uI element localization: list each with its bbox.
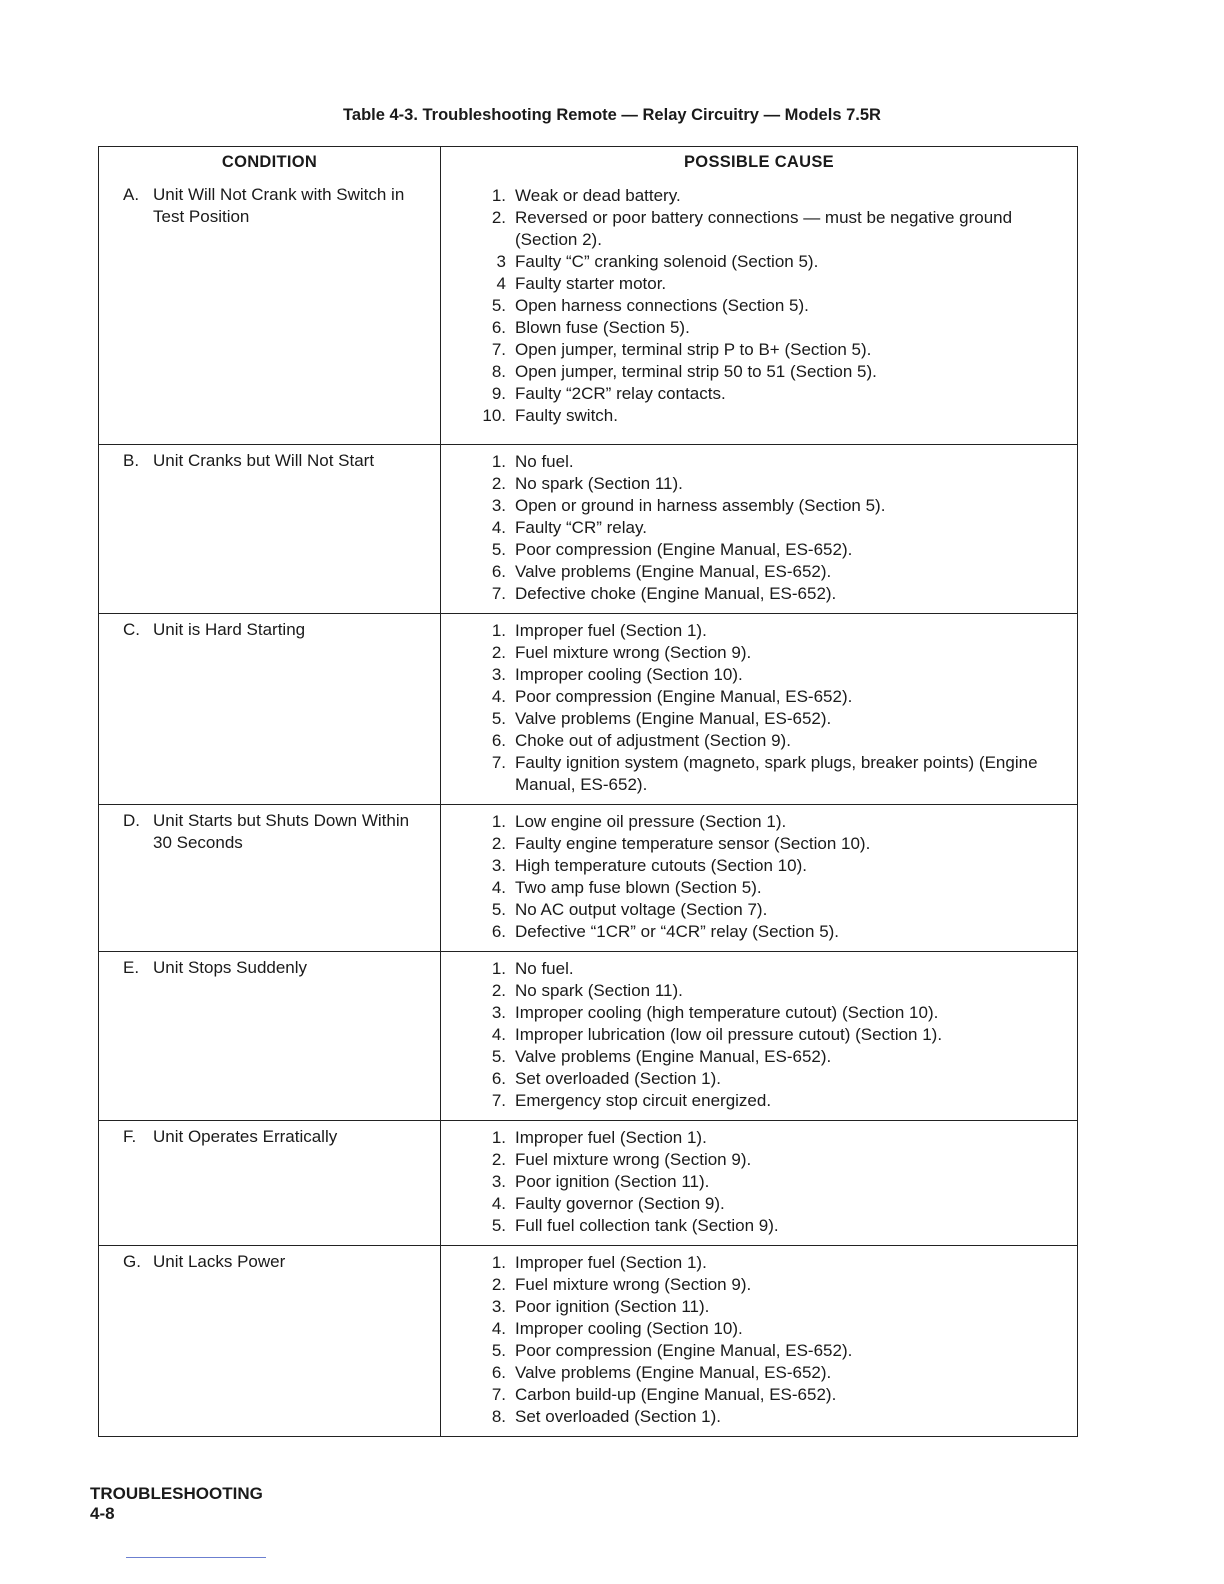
condition-text: Unit Cranks but Will Not Start [153, 451, 375, 470]
list-item [475, 921, 1065, 943]
cause-text: No AC output voltage (Section 7). [515, 900, 768, 919]
cause-text: Fuel mixture wrong (Section 9). [515, 1150, 752, 1169]
cause-list [441, 952, 1077, 1120]
list-item [475, 1024, 1065, 1046]
table-row [99, 1120, 1077, 1245]
cause-text: Faulty governor (Section 9). [515, 1194, 725, 1213]
cause-text: Fuel mixture wrong (Section 9). [515, 1275, 752, 1294]
cause-number: 4. [491, 518, 506, 537]
list-item [475, 855, 1065, 877]
cause-text: Faulty “C” cranking solenoid (Section 5). [515, 252, 819, 271]
list-item [475, 730, 1065, 752]
list-item [475, 1002, 1065, 1024]
condition-cell [99, 1121, 441, 1245]
cause-number: 2. [491, 1275, 506, 1294]
cause-text: Faulty engine temperature sensor (Section 10). [515, 834, 871, 853]
list-item [475, 405, 1065, 427]
list-item [475, 752, 1065, 796]
cause-text: Blown fuse (Section 5). [515, 318, 690, 337]
cause-text: Valve problems (Engine Manual, ES-652). [515, 1047, 832, 1066]
condition-cell [99, 614, 441, 804]
cause-text: Valve problems (Engine Manual, ES-652). [515, 1363, 832, 1382]
table-row [99, 179, 1077, 444]
cause-number: 10. [482, 406, 506, 425]
cause-number: 7. [491, 1091, 506, 1110]
cause-number: 5. [491, 540, 506, 559]
cause-number: 7. [491, 584, 506, 603]
list-item [475, 273, 1065, 295]
table-row [99, 1245, 1077, 1436]
cause-number: 6. [491, 562, 506, 581]
cause-text: Fuel mixture wrong (Section 9). [515, 643, 752, 662]
troubleshooting-table [98, 146, 1078, 1437]
cause-number: 2. [491, 643, 506, 662]
cause-number: 2. [491, 474, 506, 493]
condition-letter: E. [123, 958, 140, 977]
table-row [99, 613, 1077, 804]
cause-text: Choke out of adjustment (Section 9). [515, 731, 791, 750]
cause-text: Improper fuel (Section 1). [515, 1128, 707, 1147]
list-item [475, 1127, 1065, 1149]
cause-number: 3. [491, 1172, 506, 1191]
cause-number: 4. [491, 1194, 506, 1213]
list-item [475, 1090, 1065, 1112]
cause-number: 3. [491, 1003, 506, 1022]
condition-cell [99, 179, 441, 444]
condition-letter: B. [123, 451, 140, 470]
possible-cause-cell [441, 179, 1077, 444]
list-item [475, 1252, 1065, 1274]
cause-number: 2. [491, 981, 506, 1000]
possible-cause-cell [441, 952, 1077, 1120]
cause-number: 5. [491, 1216, 506, 1235]
list-item [475, 517, 1065, 539]
cause-number: 3. [491, 1297, 506, 1316]
cause-number: 1. [491, 812, 506, 831]
list-item [475, 1215, 1065, 1237]
cause-text: Improper cooling (Section 10). [515, 665, 743, 684]
cause-text: Open or ground in harness assembly (Section 5). [515, 496, 886, 515]
cause-text: Open jumper, terminal strip P to B+ (Section 5). [515, 340, 872, 359]
list-item [475, 664, 1065, 686]
cause-number: 2. [491, 834, 506, 853]
cause-number: 8. [491, 362, 506, 381]
list-item [475, 1193, 1065, 1215]
cause-text: Reversed or poor battery connections — must be negative ground (Section 2). [515, 208, 1013, 249]
cause-text: Poor compression (Engine Manual, ES-652). [515, 687, 853, 706]
cause-number: 5. [491, 1341, 506, 1360]
page-footer [90, 1484, 263, 1524]
list-item [475, 811, 1065, 833]
cause-number: 4. [491, 1025, 506, 1044]
condition-text: Unit Lacks Power [153, 1252, 286, 1271]
condition-letter: C. [123, 620, 140, 639]
table-header-row [99, 147, 1077, 179]
list-item [475, 686, 1065, 708]
condition-cell [99, 445, 441, 613]
list-item [475, 473, 1065, 495]
list-item [475, 642, 1065, 664]
condition-letter: F. [123, 1127, 137, 1146]
cause-list [441, 614, 1077, 804]
list-item [475, 251, 1065, 273]
table-body [99, 179, 1077, 1436]
list-item [475, 361, 1065, 383]
cause-text: Weak or dead battery. [515, 186, 681, 205]
cause-number: 5. [491, 900, 506, 919]
list-item [475, 1340, 1065, 1362]
cause-text: Full fuel collection tank (Section 9). [515, 1216, 779, 1235]
cause-text: Faulty switch. [515, 406, 618, 425]
list-item [475, 295, 1065, 317]
cause-text: Open jumper, terminal strip 50 to 51 (Section 5). [515, 362, 877, 381]
cause-number: 6. [491, 1363, 506, 1382]
cause-text: Valve problems (Engine Manual, ES-652). [515, 562, 832, 581]
cause-number: 3. [491, 496, 506, 515]
table-row [99, 804, 1077, 951]
cause-number: 6. [491, 922, 506, 941]
list-item [475, 1046, 1065, 1068]
cause-number: 4. [491, 687, 506, 706]
cause-text: Two amp fuse blown (Section 5). [515, 878, 762, 897]
list-item [475, 1318, 1065, 1340]
possible-cause-cell [441, 614, 1077, 804]
list-item [475, 451, 1065, 473]
possible-cause-header: POSSIBLE CAUSE [684, 153, 834, 171]
cause-text: Valve problems (Engine Manual, ES-652). [515, 709, 832, 728]
cause-list [441, 179, 1077, 435]
cause-text: Poor compression (Engine Manual, ES-652). [515, 1341, 853, 1360]
cause-text: Emergency stop circuit energized. [515, 1091, 772, 1110]
cause-text: Set overloaded (Section 1). [515, 1407, 722, 1426]
condition-letter: A. [123, 185, 140, 204]
list-item [475, 980, 1065, 1002]
list-item [475, 1149, 1065, 1171]
cause-number: 4. [491, 1319, 506, 1338]
list-item [475, 185, 1065, 207]
list-item [475, 1384, 1065, 1406]
cause-text: No fuel. [515, 959, 574, 978]
footer-section-title: TROUBLESHOOTING [90, 1484, 263, 1503]
cause-number: 7. [491, 753, 506, 772]
condition-cell [99, 952, 441, 1120]
list-item [475, 207, 1065, 251]
possible-cause-cell [441, 445, 1077, 613]
cause-number: 4. [491, 878, 506, 897]
list-item [475, 339, 1065, 361]
cause-number: 3 [496, 252, 506, 271]
footer-rule [126, 1557, 266, 1558]
list-item [475, 708, 1065, 730]
cause-text: Defective choke (Engine Manual, ES-652). [515, 584, 837, 603]
condition-header: CONDITION [99, 147, 441, 179]
condition-text: Unit Starts but Shuts Down Within 30 Seconds [153, 811, 410, 852]
cause-text: Carbon build-up (Engine Manual, ES-652). [515, 1385, 837, 1404]
cause-text: Faulty “2CR” relay contacts. [515, 384, 726, 403]
cause-text: High temperature cutouts (Section 10). [515, 856, 807, 875]
cause-text: Faulty ignition system (magneto, spark plugs, breaker points) (Engine Manual, ES-652). [515, 753, 1038, 794]
cause-text: Faulty starter motor. [515, 274, 667, 293]
cause-text: Poor ignition (Section 11). [515, 1297, 710, 1316]
cause-number: 1. [491, 621, 506, 640]
table-row [99, 951, 1077, 1120]
condition-cell [99, 805, 441, 951]
cause-text: Improper cooling (Section 10). [515, 1319, 743, 1338]
cause-list [441, 1246, 1077, 1436]
list-item [475, 317, 1065, 339]
table-title: Table 4-3. Troubleshooting Remote — Relay Circuitry — Models 7.5R [343, 106, 881, 124]
list-item [475, 899, 1065, 921]
cause-number: 6. [491, 731, 506, 750]
cause-number: 5. [491, 709, 506, 728]
cause-text: Defective “1CR” or “4CR” relay (Section 5). [515, 922, 840, 941]
list-item [475, 495, 1065, 517]
cause-number: 7. [491, 1385, 506, 1404]
list-item [475, 1296, 1065, 1318]
cause-number: 1. [491, 959, 506, 978]
list-item [475, 620, 1065, 642]
cause-text: No fuel. [515, 452, 574, 471]
list-item [475, 958, 1065, 980]
cause-text: Faulty “CR” relay. [515, 518, 647, 537]
cause-number: 1. [491, 1128, 506, 1147]
cause-number: 2. [491, 208, 506, 227]
list-item [475, 539, 1065, 561]
cause-number: 3. [491, 665, 506, 684]
condition-text: Unit Operates Erratically [153, 1127, 338, 1146]
cause-text: Improper lubrication (low oil pressure cutout) (Section 1). [515, 1025, 943, 1044]
list-item [475, 877, 1065, 899]
condition-text: Unit is Hard Starting [153, 620, 306, 639]
cause-text: Improper fuel (Section 1). [515, 1253, 707, 1272]
cause-number: 7. [491, 340, 506, 359]
cause-text: Poor ignition (Section 11). [515, 1172, 710, 1191]
possible-cause-cell [441, 805, 1077, 951]
cause-list [441, 805, 1077, 951]
cause-number: 8. [491, 1407, 506, 1426]
cause-text: Low engine oil pressure (Section 1). [515, 812, 787, 831]
list-item [475, 1362, 1065, 1384]
list-item [475, 1274, 1065, 1296]
list-item [475, 1171, 1065, 1193]
cause-text: Improper cooling (high temperature cutout) (Section 10). [515, 1003, 939, 1022]
condition-letter: D. [123, 811, 140, 830]
cause-text: Poor compression (Engine Manual, ES-652). [515, 540, 853, 559]
table-row [99, 444, 1077, 613]
cause-number: 6. [491, 318, 506, 337]
cause-text: No spark (Section 11). [515, 981, 683, 1000]
cause-number: 4 [496, 274, 506, 293]
list-item [475, 1406, 1065, 1428]
list-item [475, 1068, 1065, 1090]
condition-letter: G. [123, 1252, 141, 1271]
cause-text: Set overloaded (Section 1). [515, 1069, 722, 1088]
condition-text: Unit Stops Suddenly [153, 958, 308, 977]
condition-text: Unit Will Not Crank with Switch in Test Position [153, 185, 405, 226]
cause-number: 1. [491, 1253, 506, 1272]
cause-number: 2. [491, 1150, 506, 1169]
cause-number: 6. [491, 1069, 506, 1088]
cause-list [441, 1121, 1077, 1245]
possible-cause-cell [441, 1121, 1077, 1245]
cause-number: 5. [491, 1047, 506, 1066]
list-item [475, 833, 1065, 855]
cause-number: 1. [491, 452, 506, 471]
cause-text: No spark (Section 11). [515, 474, 683, 493]
list-item [475, 583, 1065, 605]
footer-page-number: 4-8 [90, 1504, 115, 1523]
cause-text: Improper fuel (Section 1). [515, 621, 707, 640]
cause-list [441, 445, 1077, 613]
list-item [475, 383, 1065, 405]
cause-number: 3. [491, 856, 506, 875]
cause-number: 1. [491, 186, 506, 205]
possible-cause-cell [441, 1246, 1077, 1436]
cause-number: 9. [491, 384, 506, 403]
condition-cell [99, 1246, 441, 1436]
list-item [475, 561, 1065, 583]
cause-text: Open harness connections (Section 5). [515, 296, 809, 315]
cause-number: 5. [491, 296, 506, 315]
